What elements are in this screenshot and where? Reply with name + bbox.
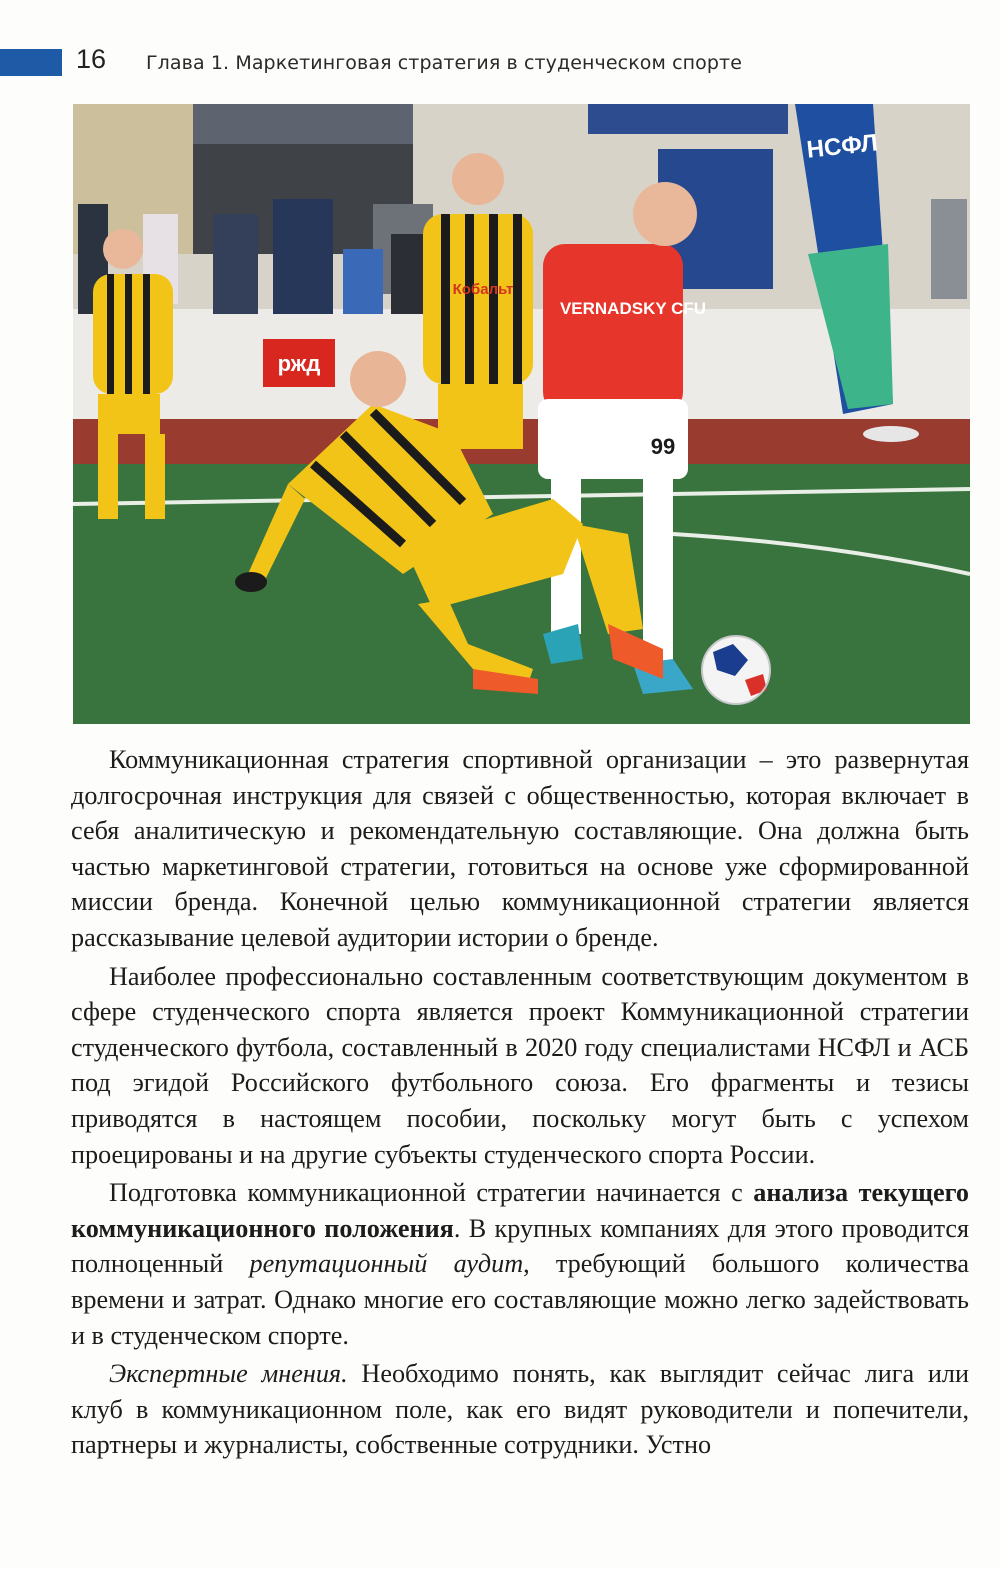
paragraph-2: Наиболее профессионально составленным соответствующим документом в сфере студенческого спорта является проект Коммуникационной стратегии студенческого футбола, составленный в 2020 году специалистами НСФЛ и АСБ под эгидой Российского футбольного союза. Его фрагменты и тезисы приводятся в настоящем пособии, поскольку могут быть с успехом проецированы и на другие субъекты студенческого спорта России.: [71, 961, 969, 1169]
italic-term: репутационный аудит: [249, 1249, 524, 1279]
sponsor-logo-text: ржд: [277, 351, 321, 376]
paragraph-1: Коммуникационная стратегия спортивной организации – это развернутая долгосрочная инструкция для связей с общественностью, которая включает в себя аналитическую и рекомендательную составляющие. Она должна быть частью маркетинговой стратегии, готовиться на основе уже сформированной миссии бренда. Конечной целью коммуникационной стратегии является рассказывание целевой аудитории истории о бренде.: [71, 745, 969, 952]
bold-term: анализа текущего коммуникационного положения: [71, 1178, 969, 1243]
red-shirt-text: VERNADSKY CFU: [559, 299, 707, 318]
yellow-shirt-sponsor: Кобальт: [452, 281, 514, 298]
page-number: 16: [76, 44, 107, 74]
paragraph-3-end: , требующий большого количества времени и затрат. Однако многие его составляющие можно легко задействовать и в студенческом спорте.: [71, 1249, 969, 1350]
paragraph-3-middle: . В крупных компаниях для этого проводится полноценный: [71, 1213, 969, 1279]
italic-heading: Экспертные мнения.: [109, 1359, 348, 1389]
paragraph-3-start: Подготовка коммуникационной стратегии начинается с: [109, 1178, 754, 1208]
paragraph-4-text: Необходимо понять, как выглядит сейчас лига или клуб в коммуникационном поле, как его видят руководители и попечители, партнеры и журналисты, собственные сотрудники. Устно: [71, 1359, 969, 1460]
chapter-marker-bar: [0, 49, 62, 76]
paragraph-3: [71, 1175, 969, 1353]
red-shirt-number: 99: [650, 434, 676, 459]
football: [702, 636, 770, 704]
football-match-photo: [73, 104, 970, 724]
flag-text: НСФЛ: [805, 129, 879, 164]
body-text: [71, 742, 969, 1466]
paragraph-4: [71, 1356, 969, 1463]
running-head: Глава 1. Маркетинговая стратегия в студенческом спорте: [146, 52, 743, 74]
